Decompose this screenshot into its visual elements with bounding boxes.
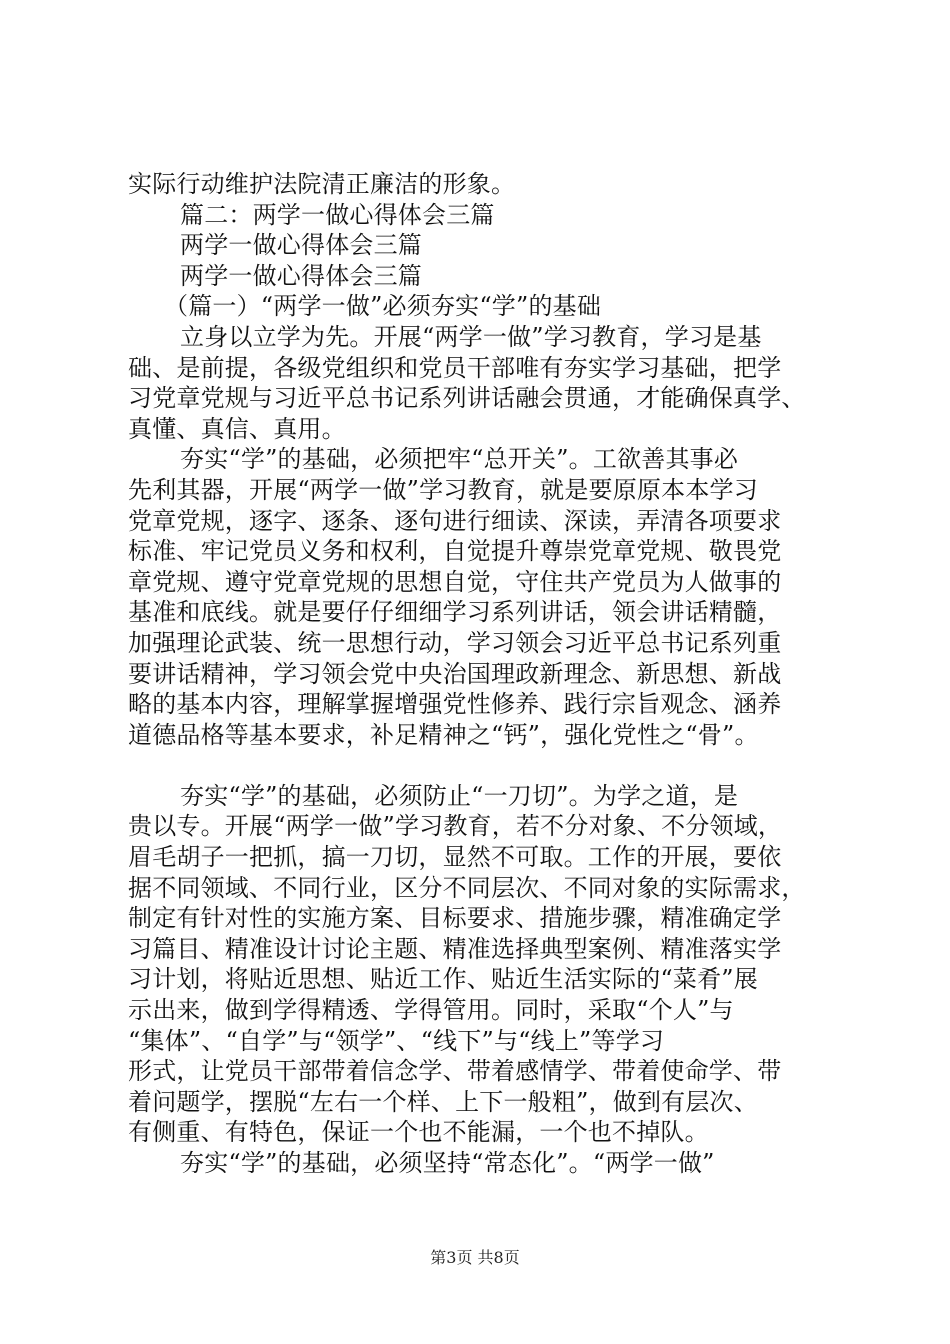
paragraph-line: 眉毛胡子一把抓，搞一刀切，显然不可取。工作的开展，要依 [128, 843, 782, 872]
paragraph-line: 有侧重、有特色，保证一个也不能漏，一个也不掉队。 [128, 1118, 709, 1147]
article-heading: （篇一）“两学一做”必须夯实“学”的基础 [164, 292, 602, 321]
paragraph-line: 贵以专。开展“两学一做”学习教育，若不分对象、不分领域， [128, 812, 783, 841]
document-body [128, 169, 828, 1179]
paragraph-line: 党章党规，逐字、逐条、逐句进行细读、深读，弄清各项要求 [128, 506, 782, 535]
section-title: 篇二：两学一做心得体会三篇 [180, 200, 495, 229]
paragraph-line: 示出来，做到学得精透、学得管用。同时，采取“个人”与 [128, 996, 734, 1025]
page-number: 第3页 共8页 [430, 1248, 520, 1267]
paragraph-line: 习计划，将贴近思想、贴近工作、贴近生活实际的“菜肴”展 [128, 965, 758, 994]
paragraph-gap [128, 750, 828, 781]
page-footer [0, 1245, 950, 1268]
subtitle: 两学一做心得体会三篇 [180, 231, 422, 260]
paragraph-line: 略的基本内容，理解掌握增强党性修养、践行宗旨观念、涵养 [128, 690, 782, 719]
paragraph-line: “集体”、“自学”与“领学”、“线下”与“线上”等学习 [128, 1026, 665, 1055]
paragraph-line: 立身以立学为先。开展“两学一做”学习教育，学习是基 [180, 322, 762, 351]
paragraph-line: 习篇目、精准设计讨论主题、精准选择典型案例、精准落实学 [128, 934, 782, 963]
paragraph-line: 先利其器，开展“两学一做”学习教育，就是要原原本本学习 [128, 475, 758, 504]
paragraph-line: 夯实“学”的基础，必须坚持“常态化”。“两学一做” [180, 1149, 715, 1177]
paragraph-line: 夯实“学”的基础，必须把牢“总开关”。工欲善其事必 [180, 445, 739, 474]
paragraph-line: 道德品格等基本要求，补足精神之“钙”，强化党性之“骨”。 [128, 720, 759, 749]
paragraph-line: 础、是前提，各级党组织和党员干部唯有夯实学习基础，把学 [128, 353, 782, 382]
paragraph-line: 章党规、遵守党章党规的思想自觉，守住共产党员为人做事的 [128, 567, 782, 596]
paragraph-line: 习党章党规与习近平总书记系列讲话融会贯通，才能确保真学、 [128, 384, 806, 413]
text-line: 实际行动维护法院清正廉洁的形象。 [128, 170, 516, 198]
paragraph-line: 真懂、真信、真用。 [128, 414, 346, 443]
paragraph-line: 据不同领域、不同行业，区分不同层次、不同对象的实际需求， [128, 873, 806, 902]
paragraph-line: 形式，让党员干部带着信念学、带着感情学、带着使命学、带 [128, 1057, 782, 1086]
paragraph-line: 着问题学，摆脱“左右一个样、上下一般粗”，做到有层次、 [128, 1087, 758, 1116]
paragraph-line: 标准、牢记党员义务和权利，自觉提升尊崇党章党规、敬畏党 [128, 537, 782, 566]
paragraph-line: 制定有针对性的实施方案、目标要求、措施步骤，精准确定学 [128, 904, 782, 933]
paragraph-line: 基准和底线。就是要仔仔细细学习系列讲话，领会讲话精髓， [128, 598, 782, 627]
paragraph-line: 要讲话精神，学习领会党中央治国理政新理念、新思想、新战 [128, 659, 782, 688]
paragraph-line: 加强理论武装、统一思想行动，学习领会习近平总书记系列重 [128, 628, 782, 657]
paragraph-line: 夯实“学”的基础，必须防止“一刀切”。为学之道，是 [180, 781, 739, 810]
subtitle: 两学一做心得体会三篇 [180, 261, 422, 290]
